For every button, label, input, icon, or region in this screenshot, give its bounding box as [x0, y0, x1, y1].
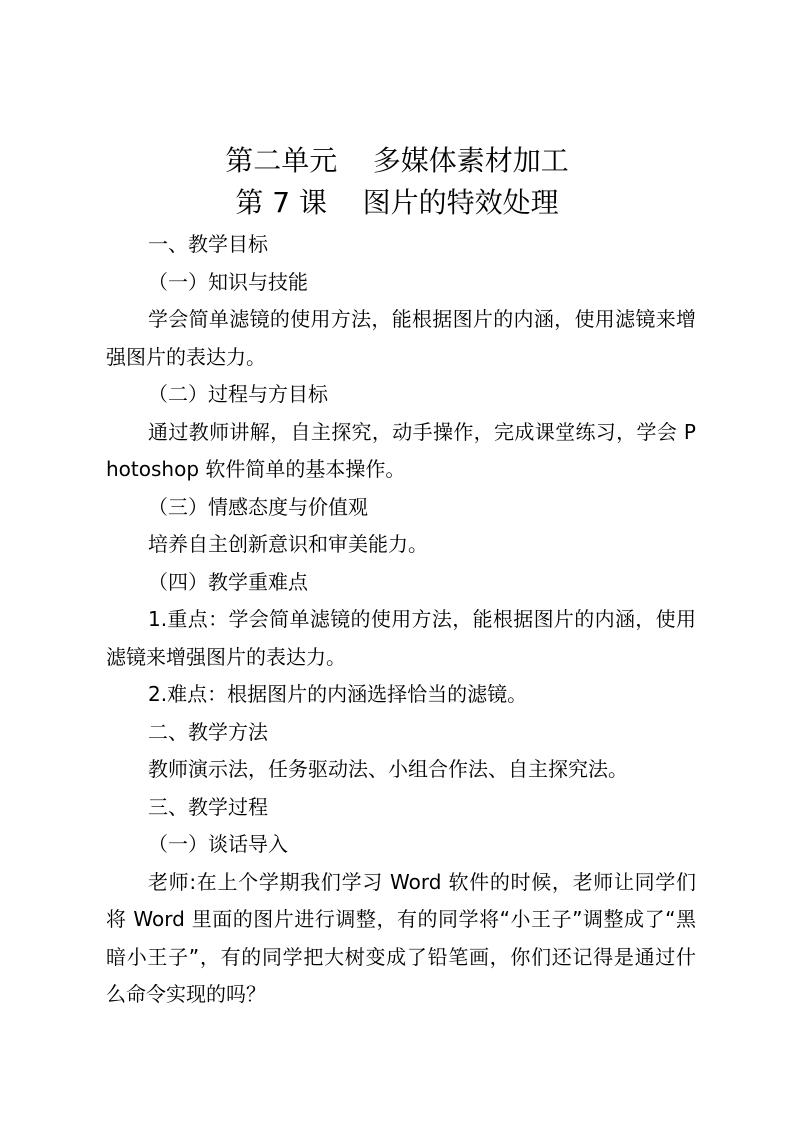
subsection-heading-knowledge-skills: （一）知识与技能	[148, 269, 308, 294]
section-heading-teaching-methods: 二、教学方法	[148, 719, 268, 744]
unit-title: 第二单元 多媒体素材加工	[225, 144, 569, 177]
section-heading-teaching-process: 三、教学过程	[148, 794, 268, 819]
paragraph-teaching-methods: 教师演示法，任务驱动法、小组合作法、自主探究法。	[148, 757, 628, 781]
paragraph-difficult-point: 2.难点：根据图片的内涵选择恰当的滤镜。	[148, 682, 528, 706]
paragraph-knowledge-skills: 学会简单滤镜的使用方法，能根据图片的内涵，使用滤镜来增强图片的表达力。	[106, 307, 696, 369]
paragraph-teacher-dialogue: 老师:在上个学期我们学习 Word 软件的时候，老师让同学们将 Word 里面的图片进行调整，有的同学将“小王子”调整成了“黑暗小王子”，有的同学把大树变成了铅笔画，你们还记得是通过什么命令实现的吗？	[106, 869, 696, 1006]
paragraph-key-point: 1.重点：学会简单滤镜的使用方法，能根据图片的内涵，使用滤镜来增强图片的表达力。	[106, 607, 696, 669]
subsection-heading-attitudes-values: （三）情感态度与价值观	[148, 494, 368, 519]
paragraph-process-methods: 通过教师讲解，自主探究，动手操作，完成课堂练习，学会 Photoshop 软件简单的基本操作。	[106, 419, 696, 481]
subsection-heading-process-methods: （二）过程与方目标	[148, 382, 328, 406]
lesson-title: 第 7 课 图片的特效处理	[235, 186, 559, 219]
paragraph-attitudes-values: 培养自主创新意识和审美能力。	[148, 532, 428, 556]
subsection-heading-conversation-intro: （一）谈话导入	[148, 832, 288, 856]
document-body	[106, 226, 696, 1014]
section-heading-teaching-objectives: 一、教学目标	[148, 232, 268, 256]
subsection-heading-key-difficult-points: （四）教学重难点	[148, 569, 308, 594]
